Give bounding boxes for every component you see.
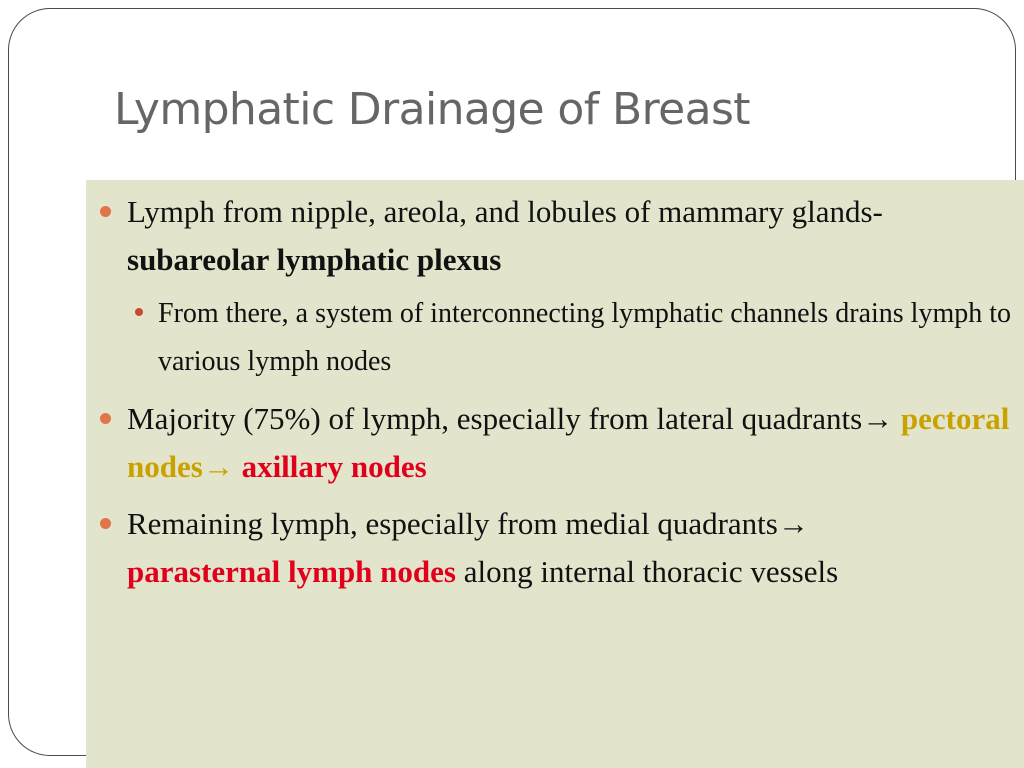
sub-bullet-dot-icon: [135, 308, 143, 316]
arrow-icon: →: [777, 506, 809, 541]
bullet-text: Remaining lymph, especially from medial quadrants: [127, 506, 778, 541]
slide-title: Lymphatic Drainage of Breast: [114, 84, 750, 135]
parasternal-nodes-term: parasternal lymph nodes: [127, 554, 456, 589]
bullet-text-tail: along internal thoracic vessels: [455, 554, 839, 589]
sub-bullet-text: From there, a system of interconnecting lymphatic channels drains lymph to various lymph nodes: [158, 298, 1012, 377]
arrow-icon: →: [202, 449, 234, 484]
bullet-lateral-quadrants: [96, 395, 1018, 491]
bullet-list: [96, 188, 1018, 605]
axillary-nodes-term: axillary nodes: [233, 449, 427, 484]
bullet-subareolar-plexus: [96, 188, 1018, 284]
pectoral-nodes-term: pectoral nodes: [127, 401, 1010, 484]
bullet-medial-quadrants: [96, 500, 1018, 596]
bullet-text: Lymph from nipple, areola, and lobules of mammary glands-: [127, 194, 883, 229]
bullet-text: Majority (75%) of lymph, especially from lateral quadrants: [127, 401, 863, 436]
subareolar-plexus-term: subareolar lymphatic plexus: [127, 242, 502, 277]
bullet-dot-icon: [100, 413, 111, 424]
bullet-dot-icon: [100, 518, 111, 529]
bullet-dot-icon: [100, 206, 111, 217]
arrow-icon: →: [862, 401, 894, 436]
sub-bullet-channels: [96, 290, 1018, 386]
